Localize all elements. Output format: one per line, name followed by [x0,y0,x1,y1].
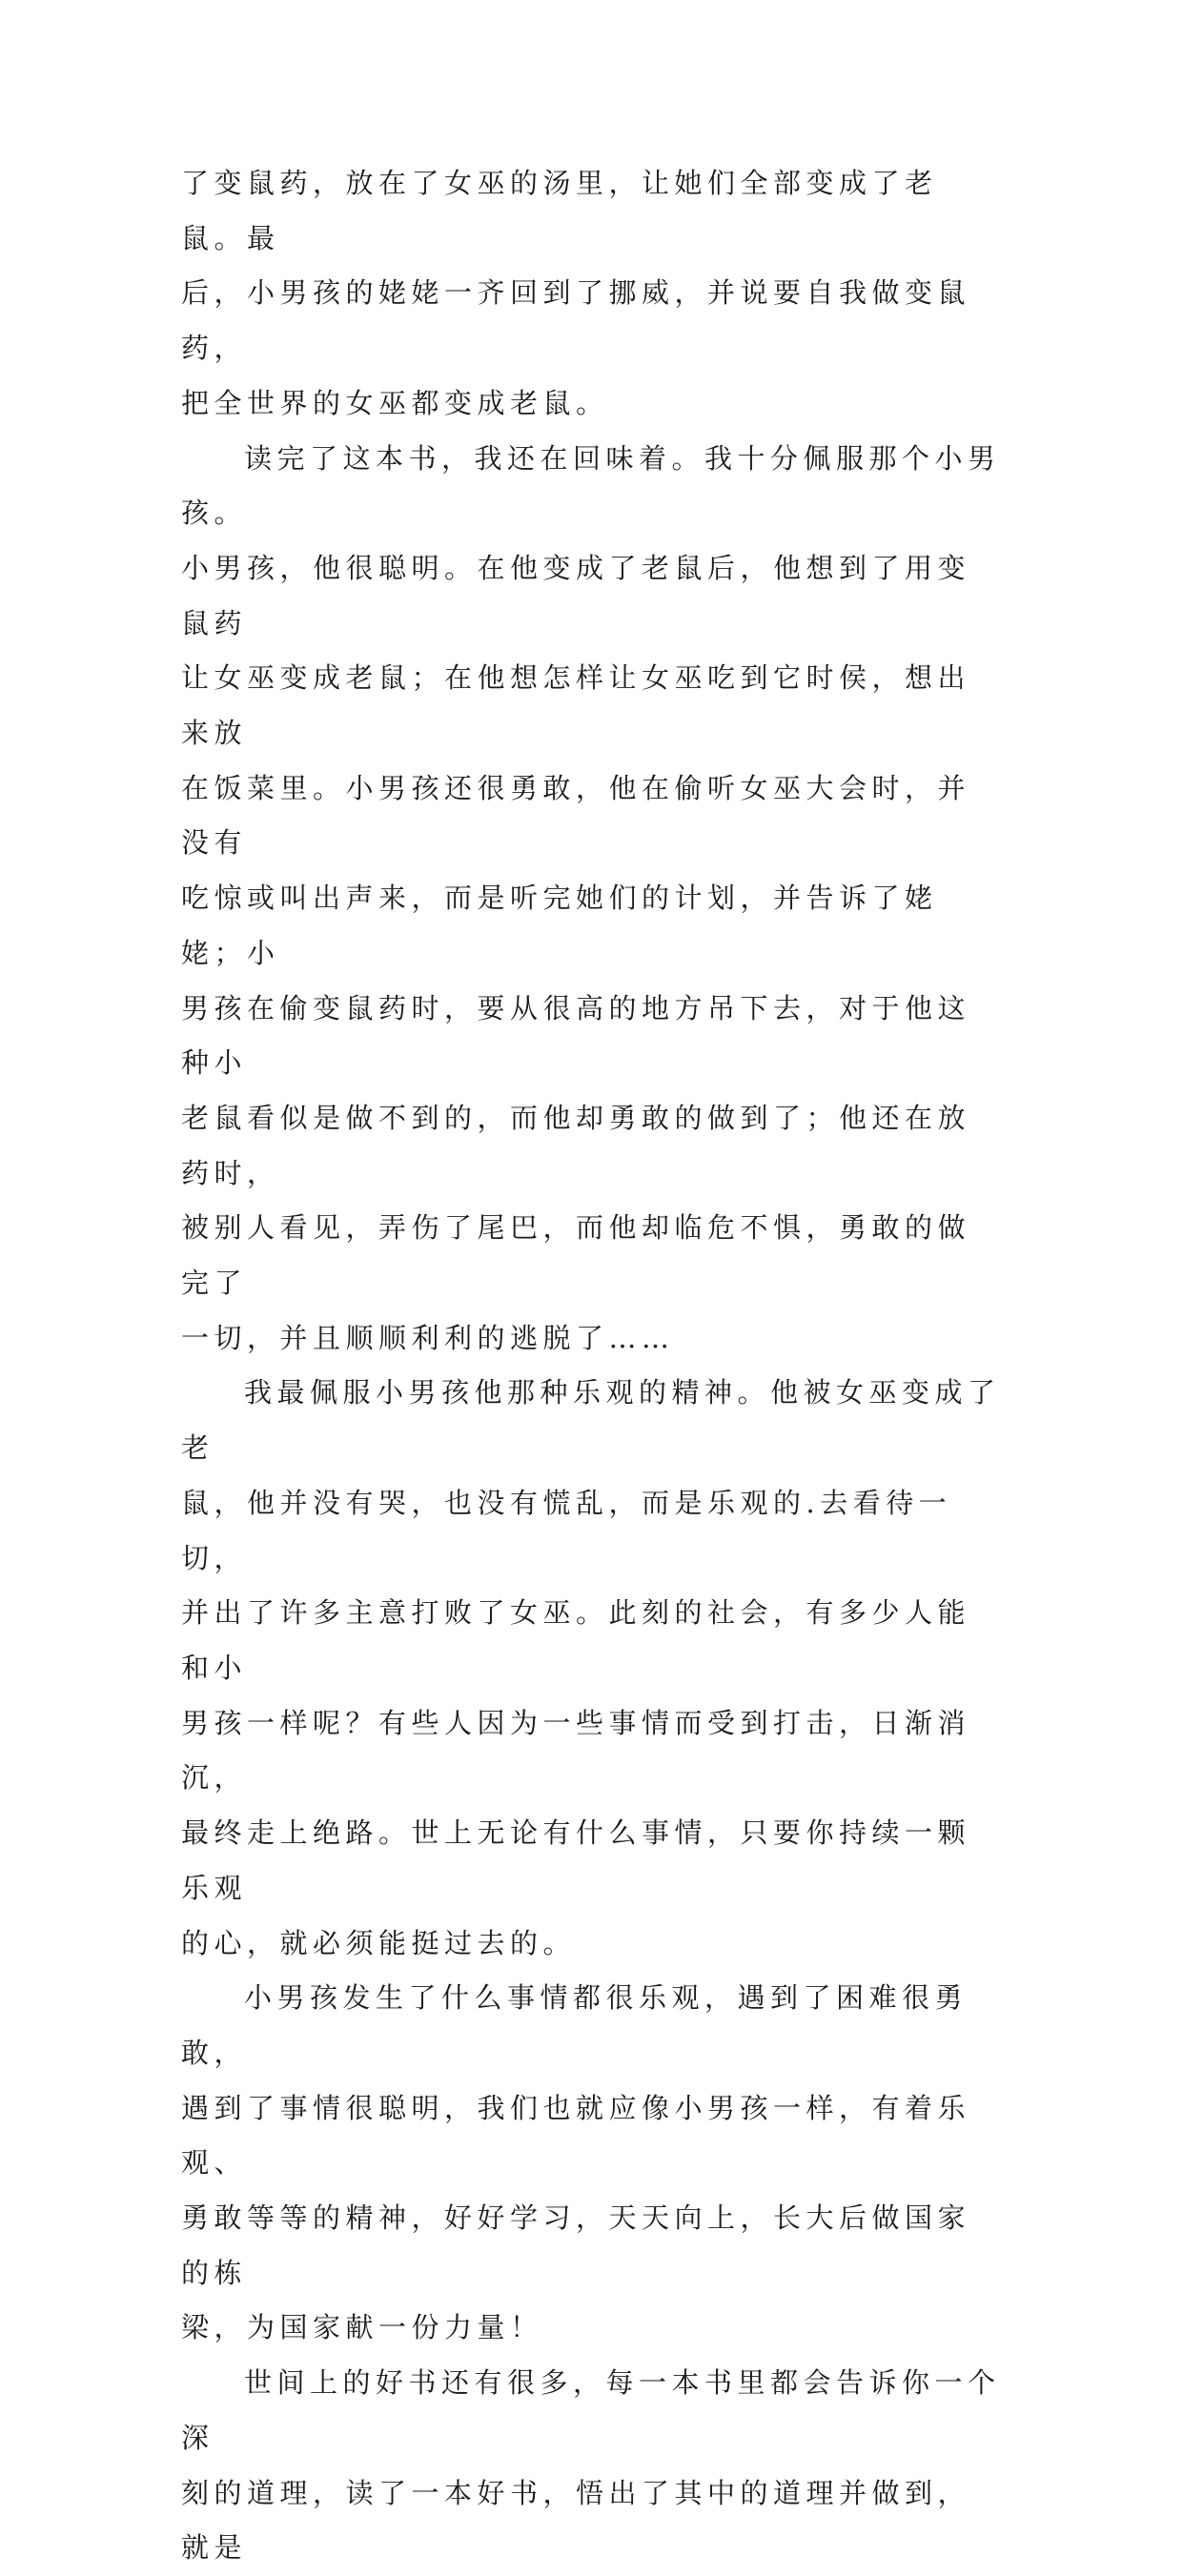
paragraph-1 [181,156,1001,432]
paragraph-2 [181,432,1001,1367]
text-line: 老鼠看似是做不到的，而他却勇敢的做到了；他还在放药时， [181,1101,971,1189]
text-line: 吃惊或叫出声来，而是听完她们的计划，并告诉了姥姥；小 [181,882,938,969]
text-line: 男孩一样呢？有些人因为一些事情而受到打击，日渐消沉， [181,1706,971,1795]
text-line: 遇到了事情很聪明，我们也就应像小男孩一样，有着乐观、 [181,2091,971,2180]
text-line: 在饭菜里。小男孩还很勇敢，他在偷听女巫大会时，并没有 [181,771,971,860]
text-line: 小男孩发生了什么事情都很乐观，遇到了困难很勇敢， [181,1981,969,2069]
text-line: 一切，并且顺顺利利的逃脱了…… [181,1321,675,1354]
text-line: 最终走上绝路。世上无论有什么事情，只要你持续一颗乐观 [181,1816,971,1904]
paragraph-3 [181,1366,1001,1971]
text-line: 我最佩服小男孩他那种乐观的精神。他被女巫变成了老 [181,1376,1001,1465]
text-line: 的心，就必须能挺过去的。 [181,1926,577,1959]
text-line: 刻的道理，读了一本好书，悟出了其中的道理并做到，就是 [181,2476,971,2565]
text-line: 勇敢等等的精神，好好学习，天天向上，长大后做国家的栋 [181,2201,971,2289]
text-line: 梁，为国家献一份力量！ [181,2311,543,2344]
paragraph-5 [181,2356,1001,2576]
text-line: 鼠，他并没有哭，也没有慌乱，而是乐观的.去看待一切， [181,1486,952,1574]
text-line: 并出了许多主意打败了女巫。此刻的社会，有多少人能和小 [181,1596,971,1684]
paragraph-4 [181,1971,1001,2356]
text-line: 被别人看见，弄伤了尾巴，而他却临危不惧，勇敢的做完了 [181,1211,971,1300]
text-line: 小男孩，他很聪明。在他变成了老鼠后，他想到了用变鼠药 [181,551,971,639]
text-line: 读完了这本书，我还在回味着。我十分佩服那个小男孩。 [181,441,1001,530]
text-line: 把全世界的女巫都变成老鼠。 [181,386,609,419]
text-line: 男孩在偷变鼠药时，要从很高的地方吊下去，对于他这种小 [181,991,971,1080]
text-line: 让女巫变成老鼠；在他想怎样让女巫吃到它时侯，想出来放 [181,661,971,750]
text-line: 后，小男孩的姥姥一齐回到了挪威，并说要自我做变鼠药， [181,276,971,365]
body-text [181,156,1001,2576]
text-line: 了变鼠药，放在了女巫的汤里，让她们全部变成了老鼠。最 [181,167,938,254]
text-line: 世间上的好书还有很多，每一本书里都会告诉你一个深 [181,2366,1001,2454]
